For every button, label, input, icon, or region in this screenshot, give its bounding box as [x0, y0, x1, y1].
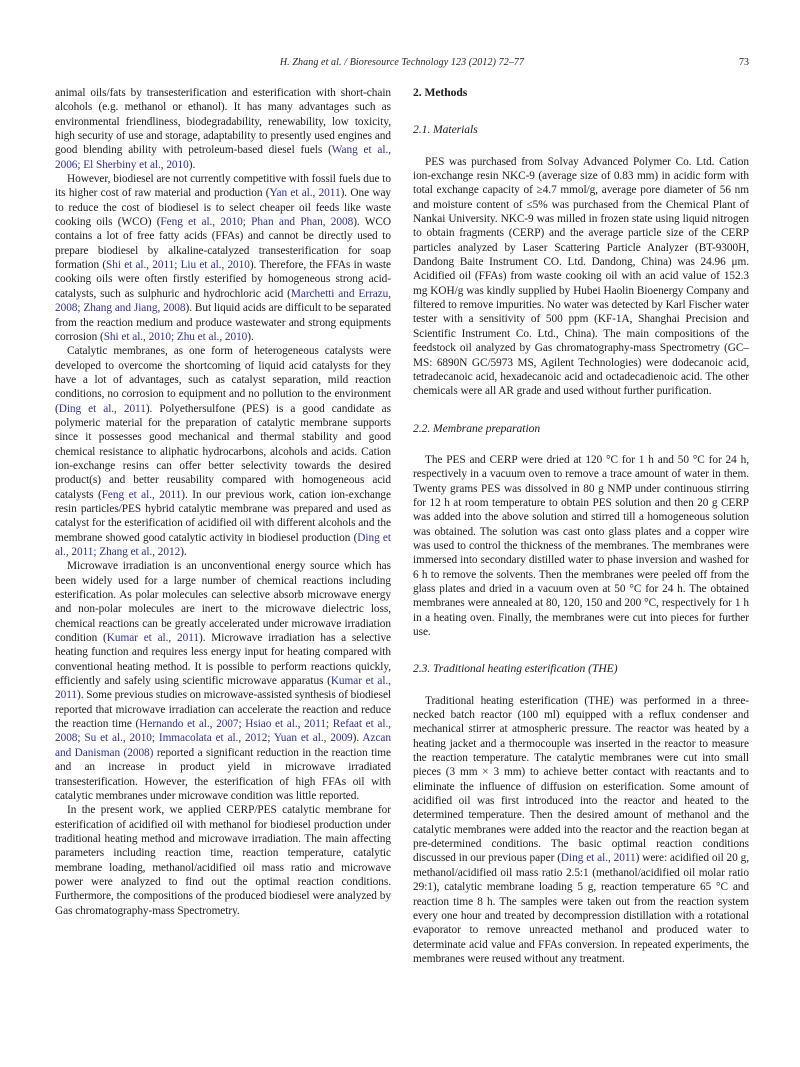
citation-link[interactable]: Ding et al., 2011; Zhang et al., 2012 [55, 531, 391, 558]
paragraph [413, 694, 749, 967]
text-run: ). Therefore, the FFAs in waste cooking oils were often firstly esterified by homogeneous strong acid-catalysts, such as sulphuric and hydrochloric acid ( [55, 259, 391, 300]
page-number: 73 [739, 57, 749, 68]
text-run: ). WCO contains a lot of free fatty acids (FFAs) and cannot be directly used to prepare biodiesel by alkaline-catalyzed transesterification for soap formation ( [55, 216, 391, 272]
paragraph [55, 344, 391, 559]
paragraph [55, 559, 391, 803]
text-run: Microwave irradiation is an unconventional energy source which has been widely used for a large number of chemical reactions including esterification. As polar molecules can selective absorb microwave energy and non-polar molecules are inert to the microwave dielectric loss, chemical reactions can be greatly accelerated under microwave irradiation condition ( [55, 560, 391, 645]
citation-link[interactable]: Azcan and Danisman (2008) [55, 732, 391, 759]
text-run: ). Some previous studies on microwave-assisted synthesis of biodiesel reported that microwave irradiation can accelerate the reaction and reduce the reaction time ( [55, 689, 391, 731]
right-column [413, 86, 749, 966]
citation-link[interactable]: Kumar et al., 2011 [106, 632, 199, 645]
left-column [55, 86, 391, 966]
citation-link[interactable]: Kumar et al., 2011 [55, 675, 391, 702]
citation-link[interactable]: Shi et al., 2011; Liu et al., 2010 [106, 259, 250, 272]
text-run: PES was purchased from Solvay Advanced Polymer Co. Ltd. Cation ion-exchange resin NKC-9 (average size of 0.83 mm) in acidic form with total exchange capacity of ≥4.7 mmol/g, average pore diameter of 56 nm and moisture content of ≤5% was purchased from the Chemical Plant of Nankai University. NKC-9 was milled in frozen state using liquid nitrogen to obtain fragments (CERP) and the average particle size of the CERP particles analyzed by Laser Scattering Particle Analyzer (BT-9300H, Dandong Baite Instrument CO. Ltd. Dandong, China) was 24.96 μm. Acidified oil (FFAs) from waste cooking oil with an acid value of 152.3 mg KOH/g was kindly supplied by Hubei Haolin Bioenergy Company and filtered to remove impurities. No water was detected by Karl Fischer water tester with a sensitivity of 500 ppm (KF-1A, Shanghai Precision and Scientific Instrument Co. Ltd., China). The main compositions of the feedstock oil analyzed by Gas chromatography-mass Spectrometry (GC–MS: 6890N GC/5973 MS, Agilent Technologies) were dodecanoic acid, tetradecanoic acid, hexadecanoic acid and octadecadienoic acid. The other chemicals were all AR grade and used without further purification. [413, 155, 749, 398]
text-run: ). [180, 546, 187, 558]
citation-link[interactable]: Ding et al., 2011 [58, 402, 146, 415]
citation-link[interactable]: Yan et al., 2011 [269, 187, 341, 200]
paragraph [413, 155, 749, 399]
page-header [55, 57, 749, 71]
citation-link[interactable]: Hernando et al., 2007; Hsiao et al., 2011; Refaat et al., 2008; Su et al., 2010; Immacolata et al., 2012; Yuan et al., 2009 [55, 718, 391, 745]
section-heading-methods: 2. Methods [413, 86, 468, 99]
subsections [413, 123, 749, 966]
text-run: ). Microwave irradiation has a selective heating function and requires less energy input for heating compared with conventional heating method. It is possible to perform reactions quickly, efficiently and safely using scientific microwave apparatus ( [55, 632, 392, 688]
text-run: The PES and CERP were dried at 120 °C for 1 h and 50 °C for 24 h, respectively in a vacuum oven to remove a trace amount of water in them. Twenty grams PES was dissolved in 80 g NMP under continuous stirring for 12 h at room temperature to obtain PES solution and then 20 g CERP was added into the above solution and stirred till a homogeneous solution was obtained. The solution was cast onto glass plates and a copper wire was used to control the thickness of the membranes. The membranes were immersed into secondary distilled water to phase inversion and washed for 6 h to remove the solvents. Then the membranes were peeled off from the glass plates and dried in a vacuum oven at 50 °C for 24 h. The obtained membranes were annealed at 80, 120, 150 and 200 °C, respectively for 1 h in a heating oven. Finally, the membranes were cut into pieces for further use. [413, 453, 749, 638]
subsection-heading: 2.1. Materials [413, 123, 478, 137]
citation-link[interactable]: Marchetti and Errazu, 2008; Zhang and Jiang, 2008 [55, 287, 391, 315]
text-run: animal oils/fats by transesterification and esterification with short-chain alcohols (e.g. methanol or ethanol). It has many advantages such as environmental friendliness, biodegradability, renewability, low toxicity, high security of use and storage, adaptability to presently used engines and good blending ability with petroleum-based diesel fuels ( [55, 87, 391, 157]
text-run: ). But liquid acids are difficult to be separated from the reaction medium and produce wastewater and strong equipments corrosion ( [55, 302, 391, 343]
text-run: ). [188, 158, 196, 171]
citation-link[interactable]: Feng et al., 2011 [101, 488, 182, 501]
citation-link[interactable]: Shi et al., 2010; Zhu et al., 2010 [103, 330, 248, 343]
text-run: ). In our previous work, cation ion-exchange resin particles/PES hybrid catalytic membrane was prepared and used as catalyst for the esterification of acidified oil with different alcohols and the membrane showed good catalytic activity in biodiesel production ( [55, 488, 391, 544]
citation-link[interactable]: Ding et al., 2011 [560, 852, 636, 865]
paragraph [55, 803, 391, 918]
paragraph [413, 453, 749, 639]
text-run: reported a significant reduction in the reaction time and an increase in product yield in microwave irradiated transesterification. However, the esterification of high FFAs oil with catalytic membranes under microwave condition was little reported. [55, 746, 391, 802]
text-run: ). One way to reduce the cost of biodiesel is to select cheaper oil feeds like waste cooking oils (WCO) ( [55, 187, 392, 229]
subsection-heading: 2.3. Traditional heating esterification (THE) [413, 662, 618, 676]
article-body [55, 86, 749, 966]
text-run: Catalytic membranes, as one form of heterogeneous catalysts were developed to overcome the shortcoming of liquid acid catalysts for they have a lot of advantages, such as catalyst separation, mild reaction conditions, no corrosion to equipment and no pollution to the environment ( [55, 345, 391, 415]
text-run: ). Polyethersulfone (PES) is a good candidate as polymeric material for the preparation of catalytic membrane supports since it possesses good mechanical and thermal stability and good chemical resistance to aliphatic hydrocarbons, alcohols and acids. Cation ion-exchange resins can offer better selectivity towards the desired product(s) and better reusability compared with homogeneous acid catalysts ( [55, 402, 391, 501]
paragraph [55, 86, 391, 172]
text-run: Traditional heating esterification (THE) was performed in a three-necked batch reactor (100 ml) equipped with a reflux condenser and mechanical stirrer at atmospheric pressure. The reactor was heated by a heating jacket and a thermocouple was inserted in the reactor to measure the reaction temperature. The catalytic membranes were cut into small pieces (3 mm × 3 mm) to achieve better contact with reactants and to eliminate the influence of diffusion on esterification. Some amount of acidified oil was first introduced into the reactor and heated to the determined temperature. Then the desired amount of methanol and the catalytic membranes were added into the reactor and the reaction began at pre-determined conditions. The basic optimal reaction conditions discussed in our previous paper ( [413, 694, 749, 865]
subsection-heading: 2.2. Membrane preparation [413, 421, 541, 435]
citation-link[interactable]: Wang et al., 2006; El Sherbiny et al., 2010 [55, 144, 391, 171]
text-run: In the present work, we applied CERP/PES catalytic membrane for esterification of acidified oil with methanol for biodiesel production under traditional heating method and microwave irradiation. The main affecting parameters including reaction time, reaction temperature, catalytic membrane loading, methanol/acidified oil mass ratio and microwave power were analyzed to find out the optimal reaction conditions. Furthermore, the compositions of the produced biodiesel were analyzed by Gas chromatography-mass Spectrometry. [55, 804, 391, 917]
citation-link[interactable]: Feng et al., 2010; Phan and Phan, 2008 [160, 216, 354, 229]
running-head: H. Zhang et al. / Bioresource Technology 123 (2012) 72–77 [279, 57, 525, 68]
paragraph [55, 172, 391, 344]
text-run: ). [247, 330, 254, 343]
text-run: ). [352, 732, 363, 745]
text-run: However, biodiesel are not currently competitive with fossil fuels due to its higher cost of raw material and production ( [55, 173, 391, 200]
text-run: ) were: acidified oil 20 g, methanol/acidified oil mass ratio 2.5:1 (methanol/acidified oil molar ratio 29:1), catalytic membrane loading 5 g, reaction temperature 65 °C and reaction time 8 h. The samples were taken out from the reaction system every one hour and treated by decompression distillation with a rotational evaporator to remove unreacted methanol and produced water to determinate acid value and FFAs conversion. In repeated experiments, the membranes were reused without any treatment. [413, 852, 749, 965]
